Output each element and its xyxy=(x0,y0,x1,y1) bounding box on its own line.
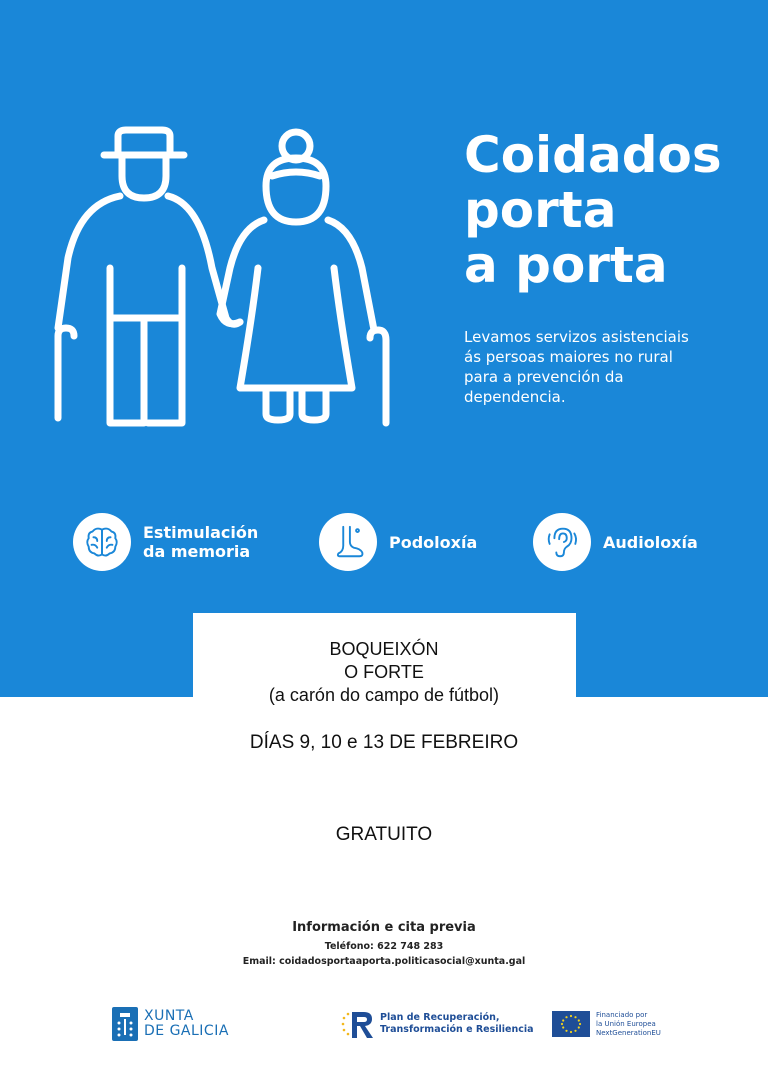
location-line: BOQUEIXÓN xyxy=(329,639,439,659)
plan-r-icon xyxy=(340,1008,376,1040)
title-line: Coidados xyxy=(464,126,722,184)
plan-line: Plan de Recuperación, xyxy=(380,1012,500,1023)
service-podology xyxy=(319,513,477,571)
plan-line: Transformación e Resiliencia xyxy=(380,1024,534,1035)
contact-phone: Teléfono: 622 748 283 xyxy=(324,941,444,952)
service-label xyxy=(143,523,258,561)
eu-flag-icon xyxy=(552,1011,590,1037)
xunta-line: XUNTA xyxy=(144,1008,194,1024)
elderly-couple-icon xyxy=(40,118,410,438)
page-title xyxy=(464,128,722,293)
eu-logo xyxy=(552,1004,661,1044)
service-label xyxy=(603,533,698,552)
title-line: porta xyxy=(464,181,617,239)
service-label-line: Audioloxía xyxy=(603,532,698,552)
subtitle-line: para a prevención da xyxy=(464,368,624,386)
price-label: GRATUITO xyxy=(335,824,433,845)
eu-line: NextGenerationEU xyxy=(596,1028,661,1037)
xunta-logo xyxy=(112,1004,229,1044)
subtitle xyxy=(464,327,734,407)
contact-email: Email: coidadosportaaporta.politicasocial@xunta.gal xyxy=(242,956,526,967)
subtitle-line: dependencia. xyxy=(464,388,566,406)
xunta-shield-icon xyxy=(112,1007,138,1041)
brain-icon xyxy=(73,513,131,571)
location-line: (a carón do campo de fútbol) xyxy=(268,685,500,705)
event-dates: DÍAS 9, 10 e 13 DE FEBREIRO xyxy=(249,732,519,753)
contact-title: Información e cita previa xyxy=(292,920,476,935)
eu-line: la Unión Europea xyxy=(596,1019,656,1028)
subtitle-line: ás persoas maiores no rural xyxy=(464,348,673,366)
title-line: a porta xyxy=(464,236,668,294)
plan-recuperacion-logo xyxy=(340,1004,534,1044)
service-label-line: da memoria xyxy=(143,542,251,561)
service-memory xyxy=(73,513,258,571)
service-audiology xyxy=(533,513,698,571)
service-label-line: Estimulación xyxy=(143,523,259,542)
service-label-line: Podoloxía xyxy=(389,532,478,552)
location-line: O FORTE xyxy=(344,662,424,682)
ear-icon xyxy=(533,513,591,571)
service-label xyxy=(389,533,477,552)
xunta-line: DE GALICIA xyxy=(144,1023,229,1039)
foot-icon xyxy=(319,513,377,571)
subtitle-line: Levamos servizos asistenciais xyxy=(464,328,689,346)
eu-line: Financiado por xyxy=(596,1010,648,1019)
